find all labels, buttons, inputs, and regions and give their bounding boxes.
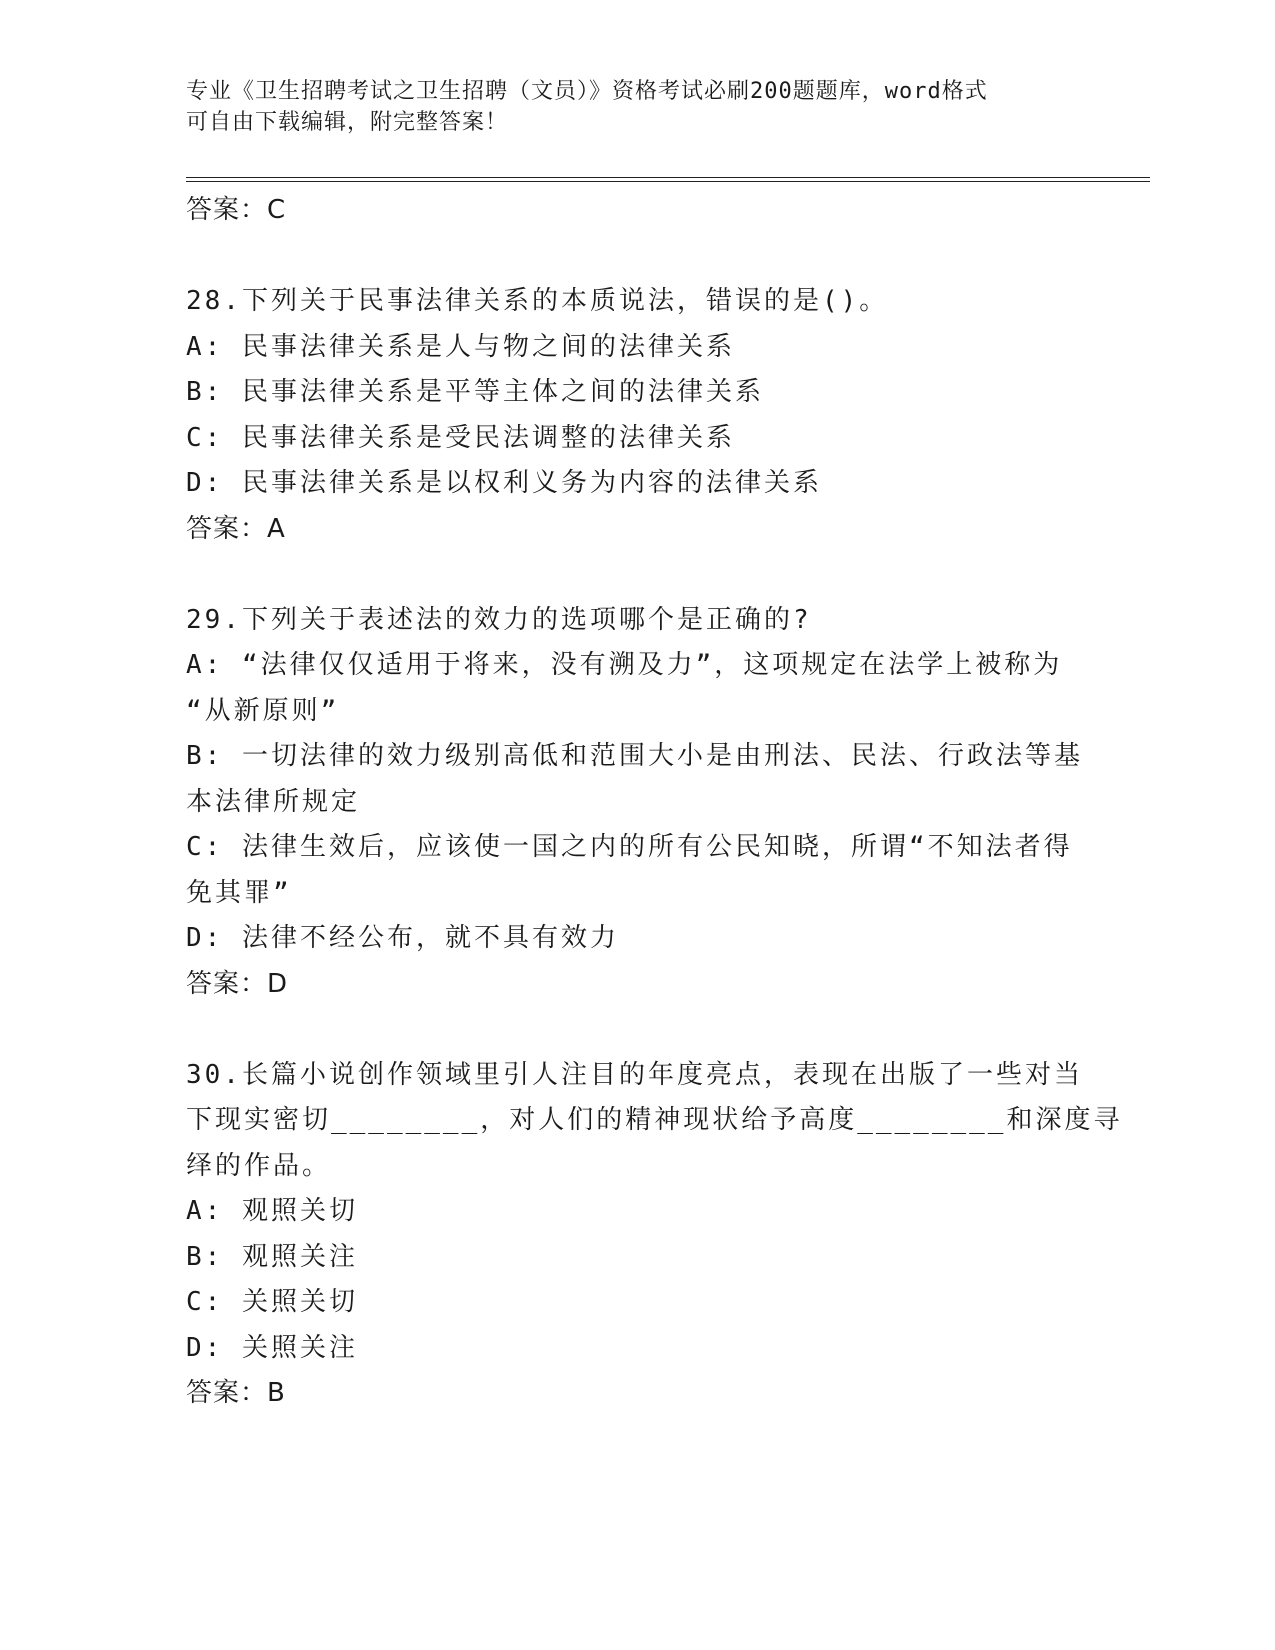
question-stem: 28.下列关于民事法律关系的本质说法，错误的是()。 — [186, 286, 889, 316]
option-d: D: 民事法律关系是以权利义务为内容的法律关系 — [186, 468, 822, 498]
spacer — [186, 234, 1076, 280]
header-line-2: 可自由下载编辑，附完整答案！ — [186, 110, 509, 135]
option-a: A: 民事法律关系是人与物之间的法律关系 — [186, 331, 735, 362]
option-b: B: 观照关注 — [186, 1241, 358, 1272]
option-c-continued: 免其罪” — [186, 877, 292, 908]
question-29 — [186, 598, 1083, 1008]
option-d: D: 法律不经公布，就不具有效力 — [186, 923, 619, 953]
answer: 答案：D — [186, 968, 289, 999]
option-a: A: 观照关切 — [186, 1196, 358, 1226]
option-c: C: 关照关切 — [186, 1287, 358, 1317]
question-30 — [186, 1053, 1123, 1417]
document-header — [186, 76, 1066, 138]
header-line-1: 专业《卫生招聘考试之卫生招聘（文员）》资格考试必刷200题题库，word格式 — [186, 79, 988, 104]
option-c: C: 法律生效后，应该使一国之内的所有公民知晓，所谓“不知法者得 — [186, 832, 1073, 862]
spacer — [186, 1007, 1076, 1053]
question-stem: 29.下列关于表述法的效力的选项哪个是正确的? — [186, 604, 812, 635]
question-28 — [186, 279, 1076, 552]
answer: 答案：B — [186, 1378, 286, 1408]
option-c: C: 民事法律关系是受民法调整的法律关系 — [186, 422, 735, 453]
spacer — [186, 552, 1076, 598]
question-stem: 30.长篇小说创作领域里引人注目的年度亮点，表现在出版了一些对当 — [186, 1059, 1083, 1090]
question-stem-continued: 绎的作品。 — [186, 1150, 332, 1181]
option-a-continued: “从新原则” — [186, 695, 340, 726]
question-list — [186, 188, 1123, 1417]
previous-answer: 答案：C — [186, 195, 287, 225]
header-divider — [186, 177, 1150, 182]
option-b: B: 民事法律关系是平等主体之间的法律关系 — [186, 377, 764, 407]
option-b-continued: 本法律所规定 — [186, 786, 361, 817]
question-stem-continued: 下现实密切________，对人们的精神现状给予高度________和深度寻 — [186, 1105, 1123, 1135]
answer: 答案：A — [186, 513, 286, 544]
option-a: A: “法律仅仅适用于将来，没有溯及力”，这项规定在法学上被称为 — [186, 650, 1063, 680]
option-b: B: 一切法律的效力级别高低和范围大小是由刑法、民法、行政法等基 — [186, 741, 1083, 771]
option-d: D: 关照关注 — [186, 1332, 358, 1363]
